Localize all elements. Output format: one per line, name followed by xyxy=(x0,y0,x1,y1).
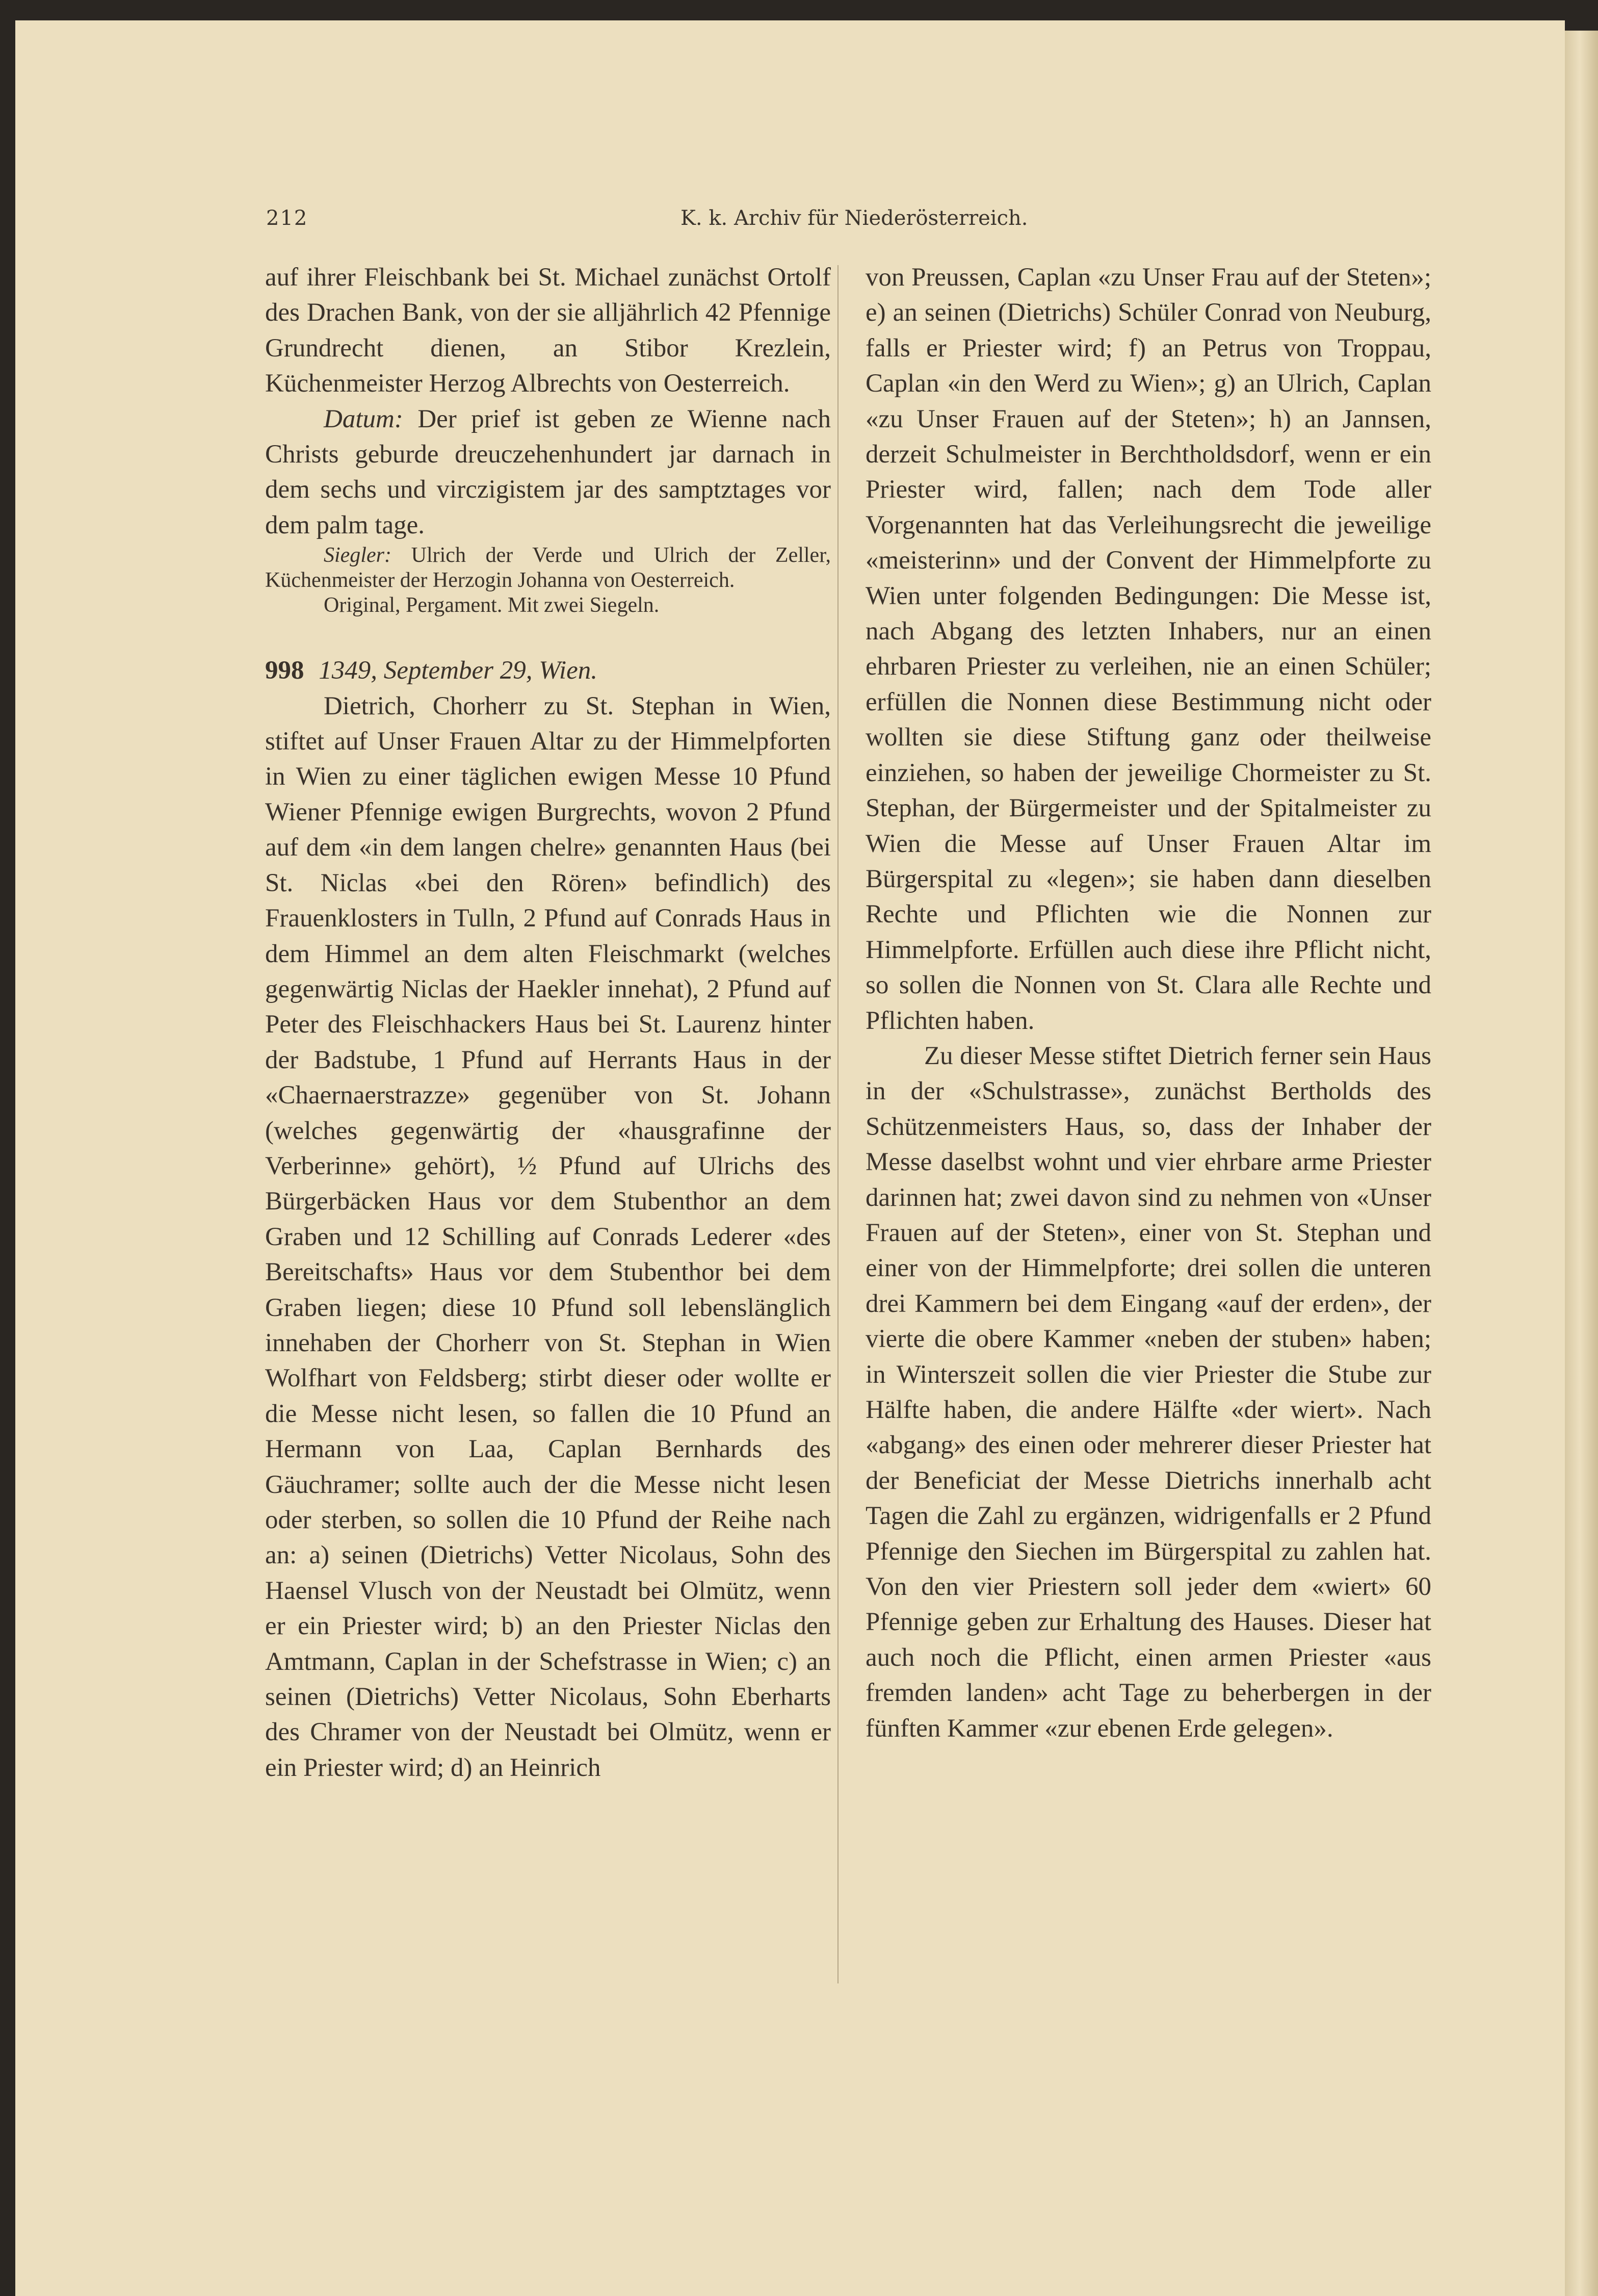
column-divider xyxy=(837,265,839,1983)
next-page-edge xyxy=(1565,31,1598,2296)
siegler-label: Siegler: xyxy=(324,544,391,567)
right-column xyxy=(866,260,1431,1746)
siegler-paragraph xyxy=(265,543,831,593)
right-paragraph-2: Zu dieser Messe stiftet Dietrich ferner sein Haus in der «Schulstrasse», zunächst Bertholds des Schützenmeisters Haus, so, dass der Inhaber der Messe daselbst wohnt und vier ehrbare arme Priester darinnen hat; zwei davon sind zu nehmen von «Unser Frauen auf der Steten», einer von St. Stephan und einer von der Himmelpforte; drei sollen die unteren drei Kammern bei dem Eingang «auf der erden», der vierte die obere Kammer «neben der stuben» haben; in Winterszeit sollen die vier Priester die Stube zur Hälfte haben, die andere Hälfte «der wiert». Nach «abgang» des einen oder mehrerer dieser Priester hat der Beneficiat der Messe Dietrichs innerhalb acht Tagen die Zahl zu ergänzen, widrigenfalls er 2 Pfund Pfennige den Siechen im Bürgerspital zu zahlen hat. Von den vier Priestern soll jeder dem «wiert» 60 Pfennige geben zur Erhaltung des Hauses. Dieser hat auch noch die Pflicht, einen armen Priester «aus fremden landen» acht Tage zu beherbergen in der fünften Kammer «zur ebenen Erde gelegen». xyxy=(866,1041,1431,1743)
datum-paragraph xyxy=(265,402,831,544)
running-title: K. k. Archiv für Niederösterreich. xyxy=(680,207,1028,230)
entry-date: 1349, September 29, Wien. xyxy=(319,656,597,685)
datum-text: Der prief ist geben ze Wienne nach Christs geburde dreuczehenhundert jar darnach in dem sechs und virczigistem jar des samptztages vor dem palm tage. xyxy=(265,404,831,539)
entry-heading xyxy=(265,653,831,688)
datum-label: Datum: xyxy=(324,404,403,433)
original-note: Original, Pergament. Mit zwei Siegeln. xyxy=(324,594,660,617)
intro-paragraph: auf ihrer Fleischbank bei St. Michael zunächst Ortolf des Drachen Bank, von der sie alljährlich 42 Pfennige Grundrecht dienen, an Stibor Krezlein, Küchenmeister Herzog Albrechts von Oesterreich. xyxy=(265,263,831,398)
right-paragraph-1: von Preussen, Caplan «zu Unser Frau auf der Steten»; e) an seinen (Dietrichs) Schüler Conrad von Neuburg, falls er Priester wird; f) an Petrus von Troppau, Caplan «in den Werd zu Wien»; g) an Ulrich, Caplan «zu Unser Frauen auf der Steten»; h) an Jannsen, derzeit Schulmeister in Berchtholdsdorf, wenn er ein Priester wird, fallen; nach dem Tode aller Vorgenannten hat das Verleihungsrecht die jeweilige «meisterinn» und der Convent der Himmelpforte zu Wien unter folgenden Bedingungen: Die Messe ist, nach Abgang des letzten Inhabers, nur an einen ehrbaren Priester zu verleihen, nie an einen Schüler; erfüllen die Nonnen diese Bestimmung nicht oder wollten sie diese Stiftung ganz oder theilweise einziehen, so haben der jeweilige Chormeister zu St. Stephan, der Bürgermeister und der Spitalmeister zu Wien die Messe auf Unser Frauen Altar im Bürgerspital zu «legen»; sie haben dann dieselben Rechte und Pflichten wie die Nonnen zur Himmelpforte. Erfüllen auch diese ihre Pflicht nicht, so sollen die Nonnen von St. Clara alle Rechte und Pflichten haben. xyxy=(866,263,1431,1035)
siegler-text: Ulrich der Verde und Ulrich der Zeller, Küchenmeister der Herzogin Johanna von Oesterreich. xyxy=(265,544,831,592)
entry-text: Dietrich, Chorherr zu St. Stephan in Wien, stiftet auf Unser Frauen Altar zu der Himmelpforten in Wien zu einer täglichen ewigen Messe 10 Pfund Wiener Pfennige ewigen Burgrechts, wovon 2 Pfund auf dem «in dem langen chelre» genannten Haus (bei St. Niclas «bei den Rören» befindlich) des Frauenklosters in Tulln, 2 Pfund auf Conrads Haus in dem Himmel an dem alten Fleischmarkt (welches gegenwärtig Niclas der Haekler innehat), 2 Pfund auf Peter des Fleischhackers Haus bei St. Laurenz hinter der Badstube, 1 Pfund auf Herrants Haus in der «Chaernaerstrazze» gegenüber von St. Johann (welches gegenwärtig der «hausgrafinne der Verberinne» gehört), ½ Pfund auf Ulrichs des Bürgerbäcken Haus vor dem Stubenthor an dem Graben und 12 Schilling auf Conrads Lederer «des Bereitschafts» Haus vor dem Stubenthor bei dem Graben liegen; diese 10 Pfund soll lebenslänglich innehaben der Chorherr von St. Stephan in Wien Wolfhart von Feldsberg; stirbt dieser oder wollte er die Messe nicht lesen, so fallen die 10 Pfund an Hermann von Laa, Caplan Bernhards des Gäuchramer; sollte auch der die Messe nicht lesen oder sterben, so sollen die 10 Pfund der Reihe nach an: a) seinen (Dietrichs) Vetter Nicolaus, Sohn des Haensel Vlusch von der Neustadt bei Olmütz, wenn er ein Priester wird; b) an den Priester Niclas den Amtmann, Caplan in der Schefstrasse in Wien; c) an seinen (Dietrichs) Vetter Nicolaus, Sohn Eberharts des Chramer von der Neustadt bei Olmütz, wenn er ein Priester wird; d) an Heinrich xyxy=(265,691,831,1782)
entry-number: 998 xyxy=(265,656,304,685)
running-head xyxy=(266,207,1060,237)
page-number: 212 xyxy=(266,207,308,230)
left-column xyxy=(265,260,831,1786)
